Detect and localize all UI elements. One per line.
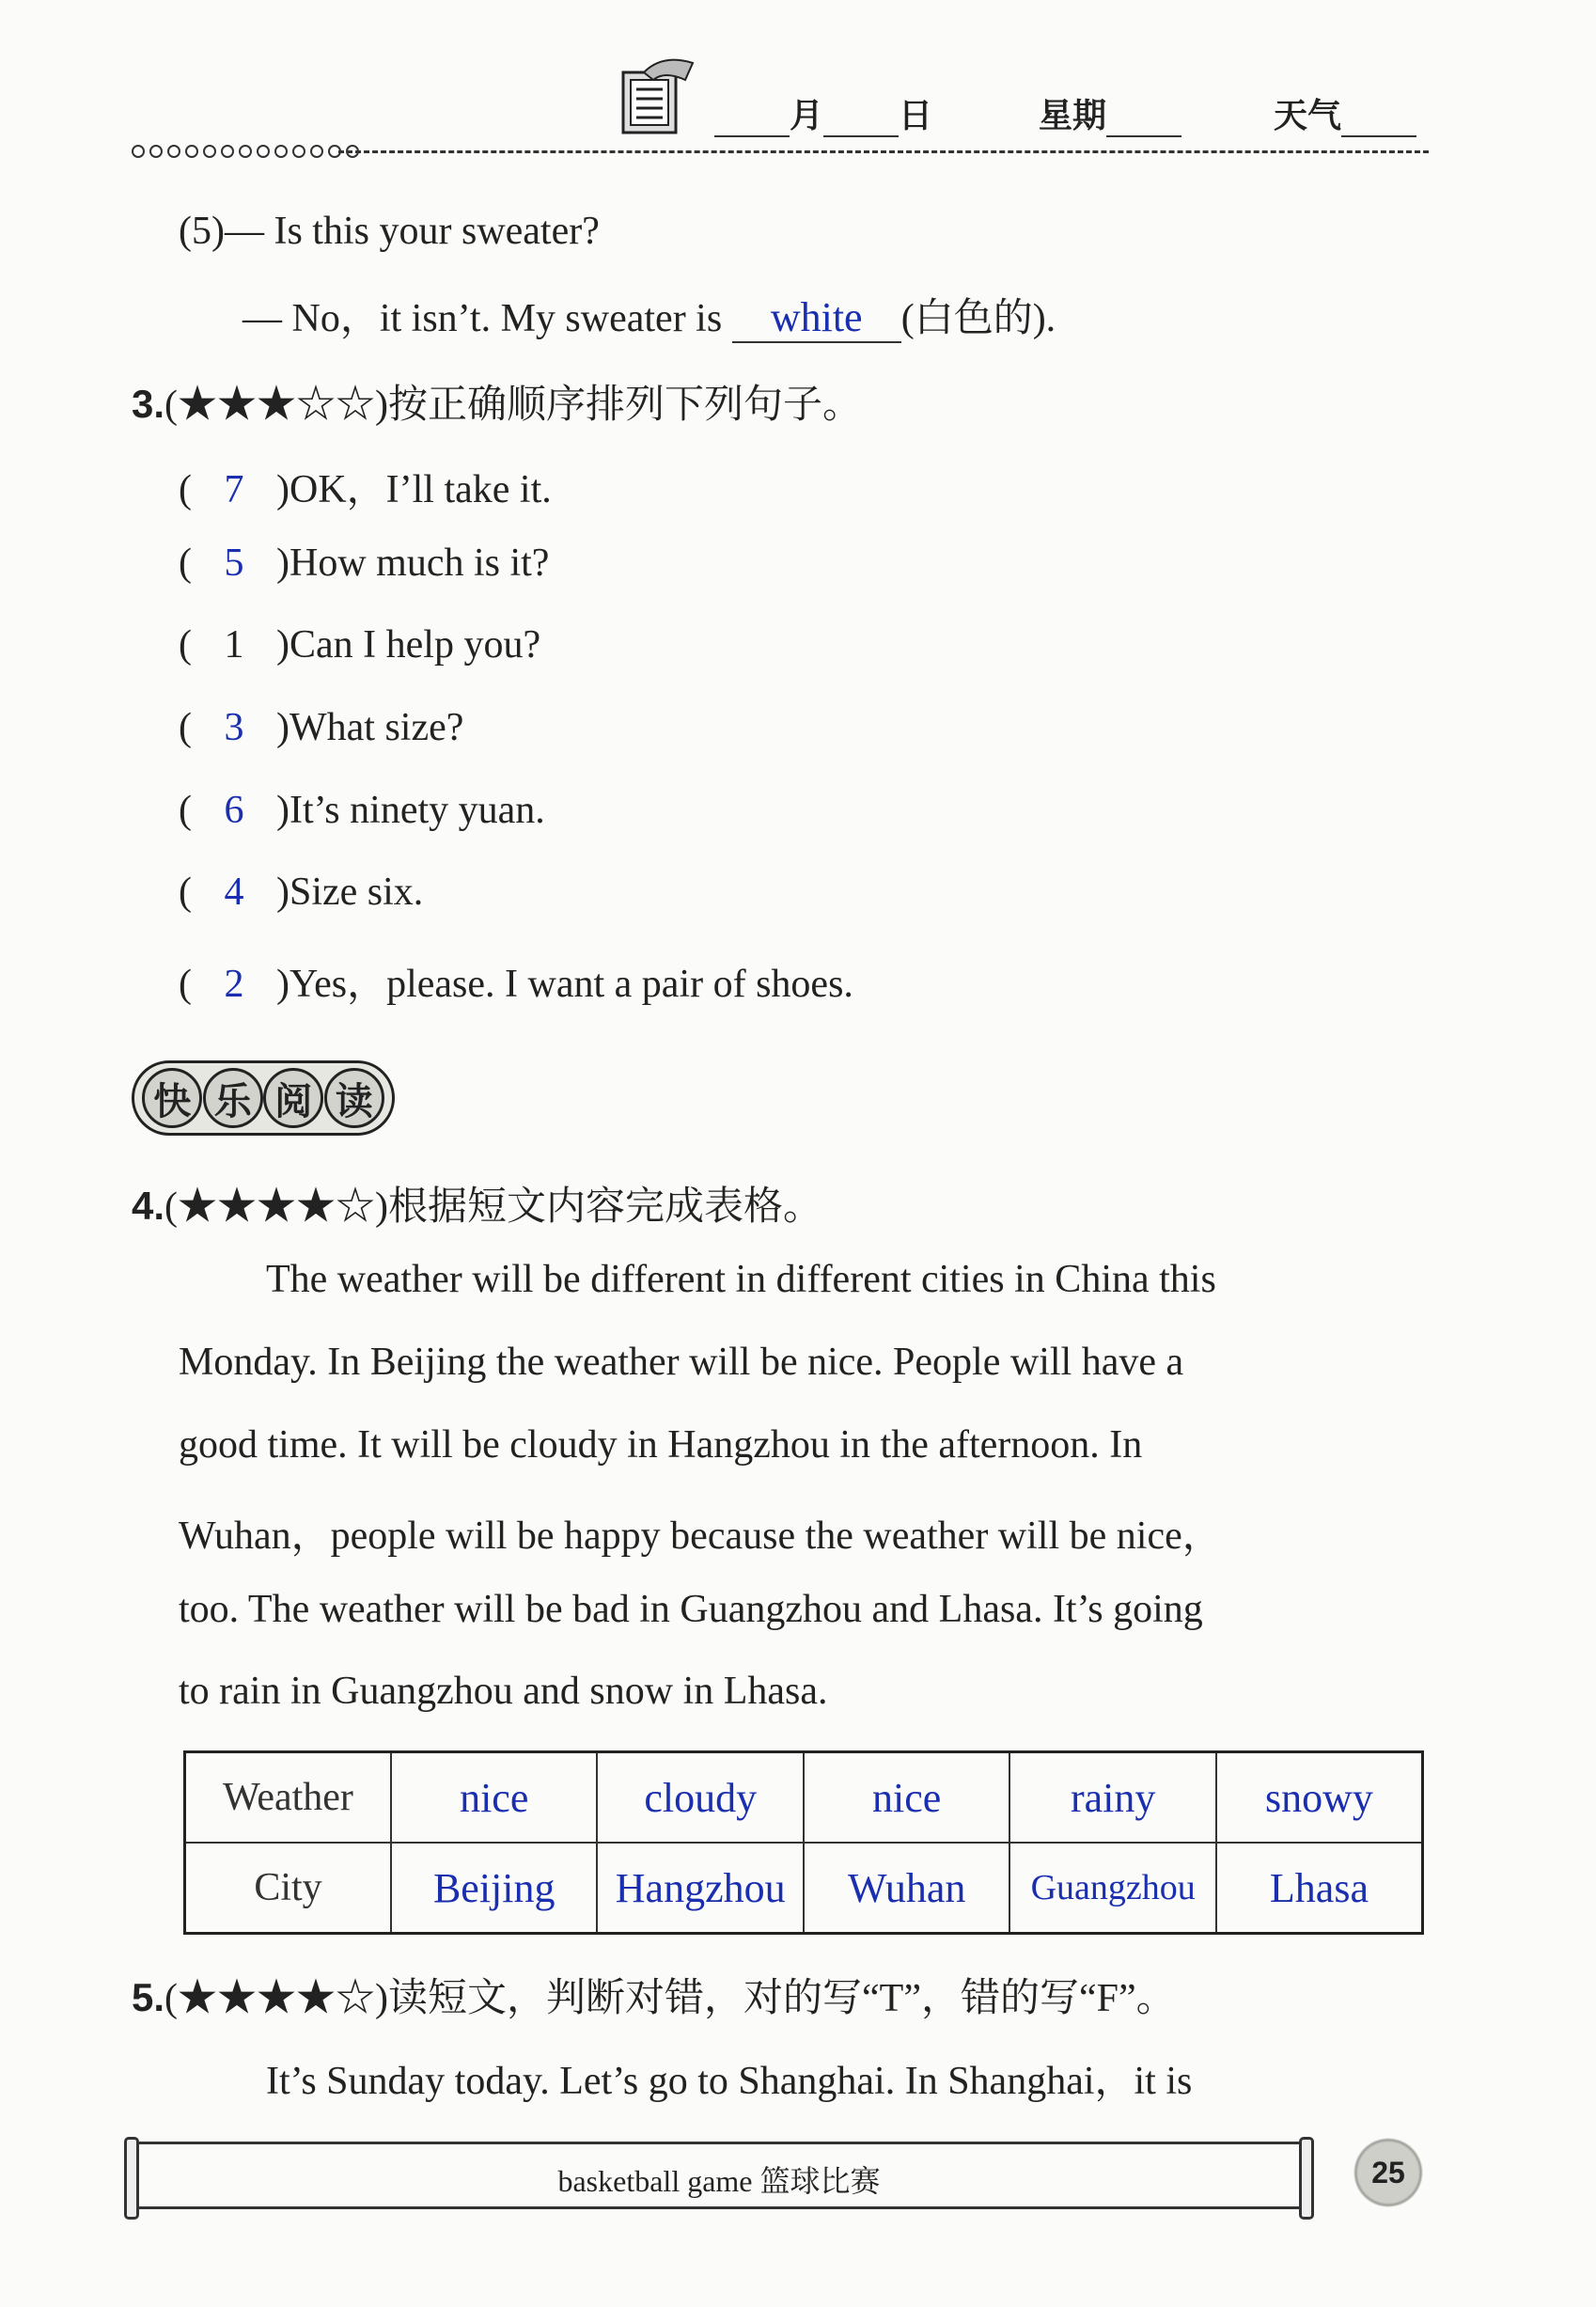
q5-passage-line: It’s Sunday today. Let’s go to Shanghai. In Shanghai，it is bbox=[266, 2060, 1193, 2103]
table-header-city: City bbox=[185, 1843, 391, 1934]
footer-bar bbox=[132, 2142, 1307, 2209]
month-blank[interactable] bbox=[714, 135, 790, 137]
table-cell[interactable]: Beijing bbox=[391, 1843, 597, 1934]
q3-item: ( 1 )Can I help you? bbox=[179, 623, 541, 667]
q3-item: ( 3 )What size? bbox=[179, 706, 464, 749]
passage-line: The weather will be different in different cities in China this bbox=[266, 1258, 1216, 1301]
q2-5-reply-suffix: (白色的). bbox=[900, 297, 1056, 340]
q3-instruction: 按正确顺序排列下列句子。 bbox=[388, 384, 863, 427]
q3-answer[interactable]: 5 bbox=[224, 541, 244, 585]
q3-item: ( 7 )OK，I’ll take it. bbox=[179, 468, 552, 511]
q3-answer[interactable]: 3 bbox=[224, 706, 244, 749]
day-label: 日 bbox=[899, 97, 933, 135]
q3-answer[interactable]: 7 bbox=[224, 468, 244, 511]
q3-answer[interactable]: 6 bbox=[224, 789, 244, 832]
weekday-label: 星期 bbox=[1039, 97, 1107, 135]
q3-item-text: )How much is it? bbox=[276, 541, 550, 585]
table-cell[interactable]: Lhasa bbox=[1216, 1843, 1423, 1934]
q3-number: 3. bbox=[132, 382, 165, 426]
day-blank[interactable] bbox=[823, 135, 899, 137]
passage-line: too. The weather will be bad in Guangzhou and Lhasa. It’s going bbox=[179, 1588, 1203, 1631]
page-number: 25 bbox=[1350, 2134, 1427, 2211]
table-header-weather: Weather bbox=[185, 1752, 391, 1844]
footer-text: basketball game 篮球比赛 bbox=[557, 2164, 881, 2198]
q3-answer[interactable]: 2 bbox=[224, 963, 244, 1006]
q3-item-text: )Can I help you? bbox=[276, 623, 541, 667]
weekday-blank[interactable] bbox=[1106, 135, 1181, 137]
q3-answer[interactable]: 1 bbox=[224, 623, 244, 667]
table-cell[interactable]: Guangzhou bbox=[1009, 1843, 1215, 1934]
q4-number: 4. bbox=[132, 1184, 165, 1228]
table-cell[interactable]: nice bbox=[391, 1752, 597, 1844]
q2-5-reply-prefix: — No，it isn’t. My sweater is bbox=[243, 297, 723, 340]
q3-item: ( 4 )Size six. bbox=[179, 871, 424, 914]
q3-item-text: )OK，I’ll take it. bbox=[276, 468, 552, 511]
table-cell[interactable]: Wuhan bbox=[804, 1843, 1009, 1934]
q3-item: ( 6 )It’s ninety yuan. bbox=[179, 789, 545, 832]
table-cell[interactable]: snowy bbox=[1216, 1752, 1423, 1844]
q3-item-text: )Size six. bbox=[276, 871, 424, 914]
q2-5-answer[interactable]: white bbox=[732, 293, 901, 343]
table-row bbox=[185, 1752, 1423, 1844]
calendar-icon bbox=[616, 52, 700, 138]
passage-line: to rain in Guangzhou and snow in Lhasa. bbox=[179, 1670, 828, 1713]
table-cell[interactable]: Hangzhou bbox=[597, 1843, 803, 1934]
q5-title bbox=[132, 1967, 1176, 2023]
passage-line: good time. It will be cloudy in Hangzhou in the afternoon. In bbox=[179, 1423, 1143, 1467]
q3-stars: (★★★☆☆) bbox=[164, 384, 389, 427]
passage-line: Wuhan，people will be happy because the weather will be nice， bbox=[179, 1514, 1222, 1558]
q3-item-text: )It’s ninety yuan. bbox=[276, 789, 545, 832]
badge-char: 读 bbox=[324, 1068, 384, 1128]
weather-label: 天气 bbox=[1274, 97, 1342, 135]
q3-title bbox=[132, 373, 862, 430]
q3-item-text: )What size? bbox=[276, 706, 464, 749]
q5-stars: (★★★★☆) bbox=[164, 1977, 389, 2020]
table-row bbox=[185, 1843, 1423, 1934]
q4-stars: (★★★★☆) bbox=[164, 1185, 389, 1229]
header-divider bbox=[338, 150, 1429, 153]
month-label: 月 bbox=[790, 97, 824, 135]
badge-char: 快 bbox=[142, 1068, 202, 1128]
weather-table bbox=[183, 1750, 1424, 1935]
header-dots bbox=[132, 145, 364, 163]
table-cell[interactable]: rainy bbox=[1009, 1752, 1215, 1844]
q4-instruction: 根据短文内容完成表格。 bbox=[388, 1185, 823, 1229]
badge-char: 阅 bbox=[263, 1068, 323, 1128]
section-badge-happy-reading bbox=[132, 1060, 395, 1136]
q2-5-question: (5)— Is this your sweater? bbox=[179, 210, 600, 253]
passage-line: Monday. In Beijing the weather will be nice. People will have a bbox=[179, 1341, 1184, 1384]
badge-char: 乐 bbox=[203, 1068, 263, 1128]
q3-item-text: )Yes，please. I want a pair of shoes. bbox=[276, 963, 853, 1006]
q2-5-reply bbox=[243, 287, 1056, 343]
table-cell[interactable]: nice bbox=[804, 1752, 1009, 1844]
q3-answer[interactable]: 4 bbox=[224, 871, 244, 914]
weather-blank[interactable] bbox=[1341, 135, 1416, 137]
table-cell[interactable]: cloudy bbox=[597, 1752, 803, 1844]
q5-number: 5. bbox=[132, 1975, 165, 2019]
q4-title bbox=[132, 1175, 822, 1232]
q3-item: ( 5 )How much is it? bbox=[179, 541, 550, 585]
q5-instruction: 读短文，判断对错，对的写“T”，错的写“F”。 bbox=[388, 1977, 1176, 2020]
q3-item: ( 2 )Yes，please. I want a pair of shoes. bbox=[179, 963, 853, 1006]
